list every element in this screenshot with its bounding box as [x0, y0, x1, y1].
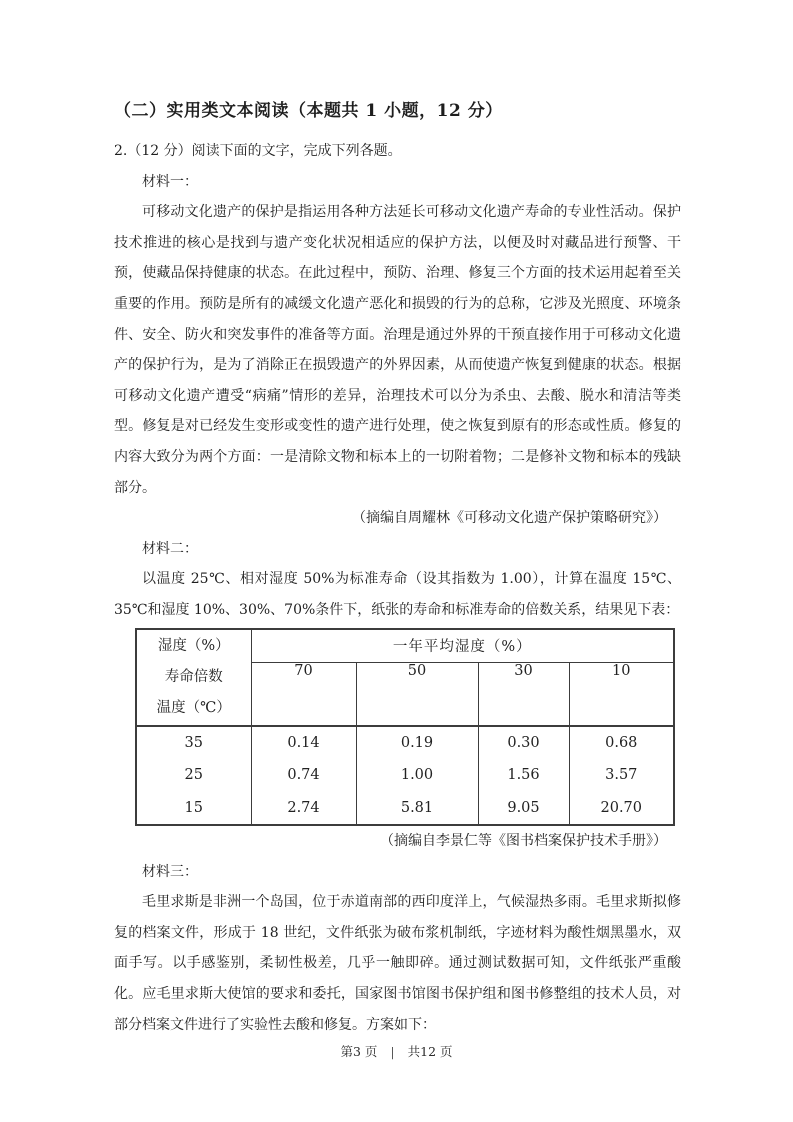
table-row: [136, 759, 674, 792]
question-intro: 2.（12 分）阅读下面的文字，完成下列各题。: [114, 143, 402, 159]
col-header-30: 30: [478, 662, 569, 726]
material-three-paragraph: 毛里求斯是非洲一个岛国，位于赤道南部的西印度洋上，气候湿热多雨。毛里求斯拟修复的档案文件，形成于 18 世纪，文件纸张为破布浆机制纸，字迹材料为酸性烟黑墨水，双面手写。以手感鉴别，柔韧性极差，几乎一触即碎。通过测试数据可知，文件纸张严重酸化。应毛里求斯大使馆的要求和委托，国家图书馆图书保护组和图书修整组的技术人员，对部分档案文件进行了实验性去酸和修复。方案如下：: [114, 894, 681, 1033]
material-three-label: 材料三：: [142, 863, 198, 880]
table-cell: 0.30: [478, 726, 569, 760]
table-group-header: 一年平均湿度（%）: [251, 629, 674, 663]
table-cell: 1.00: [356, 759, 478, 792]
table-cell: 0.74: [251, 759, 356, 792]
corner-line-humidity: 湿度（%）: [157, 637, 230, 654]
row-temperature: 35: [136, 726, 251, 760]
col-header-10: 10: [569, 662, 674, 726]
footer-page-total: 共12 页: [407, 1044, 453, 1059]
table-row: [136, 726, 674, 760]
material-one-attribution: （摘编自周耀林《可移动文化遗产保护策略研究》）: [352, 510, 667, 527]
material-two-label: 材料二：: [142, 540, 198, 557]
page-footer: [0, 1042, 793, 1060]
table-cell: 0.19: [356, 726, 478, 760]
material-one-paragraph: 可移动文化遗产的保护是指运用各种方法延长可移动文化遗产寿命的专业性活动。保护技术推进的核心是找到与遗产变化状况相适应的保护方法，以便及时对藏品进行预警、干预，使藏品保持健康的状态。在此过程中，预防、治理、修复三个方面的技术运用起着至关重要的作用。预防是所有的减缓文化遗产恶化和损毁的行为的总称，它涉及光照度、环境条件、安全、防火和突发事件的准备等方面。治理是通过外界的干预直接作用于可移动文化遗产的保护行为，是为了消除正在损毁遗产的外界因素，从而使遗产恢复到健康的状态。根据可移动文化遗产遭受“病痛”情形的差异，治理技术可以分为杀虫、去酸、脱水和清洁等类型。修复是对已经发生变形或变性的遗产进行处理，使之恢复到原有的形态或性质。修复的内容大致分为两个方面：一是清除文物和标本上的一切附着物；二是修补文物和标本的残缺部分。: [114, 204, 681, 496]
row-temperature: 15: [136, 792, 251, 826]
footer-separator: |: [390, 1043, 395, 1059]
footer-page-number: 第3 页: [340, 1044, 378, 1059]
material-two-attribution: （摘编自李景仁等《图书档案保护技术手册》）: [380, 833, 667, 849]
corner-line-life-multiple: 寿命倍数: [164, 668, 223, 685]
col-header-70: 70: [251, 662, 356, 726]
material-two-paragraph: 以温度 25℃、相对湿度 50%为标准寿命（设其指数为 1.00），计算在温度 15℃、35℃和湿度 10%、30%、70%条件下，纸张的寿命和标准寿命的倍数关系，结果见下表：: [114, 571, 681, 618]
table-corner-cell: [136, 629, 251, 726]
col-header-50: 50: [356, 662, 478, 726]
table-cell: 3.57: [569, 759, 674, 792]
section-heading: （二）实用类文本阅读（本题共 1 小题，12 分）: [114, 101, 503, 121]
table-cell: 5.81: [356, 792, 478, 826]
paper-lifespan-table: [135, 628, 675, 827]
table-cell: 0.14: [251, 726, 356, 760]
table-row: [136, 792, 674, 826]
table-header-row: [136, 629, 674, 663]
table-cell: 2.74: [251, 792, 356, 826]
table-cell: 9.05: [478, 792, 569, 826]
corner-line-temperature: 温度（℃）: [156, 699, 231, 716]
table-cell: 1.56: [478, 759, 569, 792]
page-content: [114, 98, 681, 1040]
material-one-label: 材料一：: [142, 173, 198, 190]
table-cell: 20.70: [569, 792, 674, 826]
table-cell: 0.68: [569, 726, 674, 760]
row-temperature: 25: [136, 759, 251, 792]
